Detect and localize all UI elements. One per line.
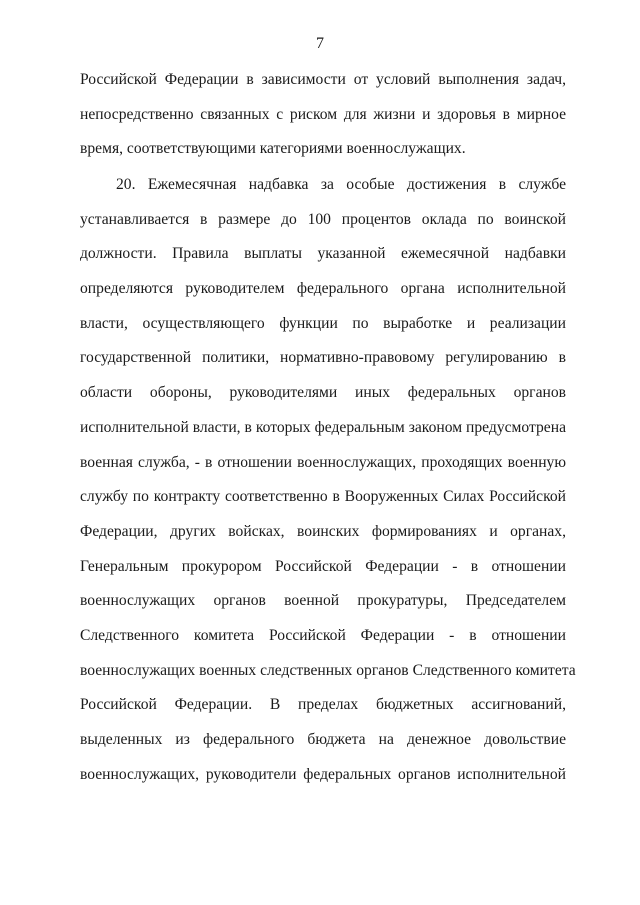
text-line: военнослужащих, руководители федеральных органов исполнительной	[80, 765, 566, 783]
text-line: власти, осуществляющего функции по выработке и реализации	[80, 314, 566, 332]
text-line: государственной политики, нормативно-правовому регулированию в	[80, 349, 566, 367]
text-line: определяются руководителем федерального органа исполнительной	[80, 280, 566, 298]
text-line: области обороны, руководителями иных федеральных органов	[80, 384, 566, 402]
text-line: должности. Правила выплаты указанной ежемесячной надбавки	[80, 245, 566, 263]
text-line: время, соответствующими категориями военнослужащих.	[80, 140, 466, 158]
page-number: 7	[316, 35, 324, 52]
text-line: Российской Федерации в зависимости от условий выполнения задач,	[80, 71, 566, 88]
text-line: военнослужащих органов военной прокуратуры, Председателем	[80, 592, 566, 610]
text-line: военная служба, - в отношении военнослужащих, проходящих военную	[80, 453, 566, 471]
text-line: Следственного комитета Российской Федерации - в отношении	[80, 626, 566, 644]
text-line: Российской Федерации. В пределах бюджетных ассигнований,	[80, 696, 566, 714]
text-line: устанавливается в размере до 100 процентов оклада по воинской	[80, 210, 566, 228]
paragraph-item-20	[80, 175, 576, 799]
text-line: Федерации, других войсках, воинских формированиях и органах,	[80, 522, 566, 540]
text-line: военнослужащих военных следственных органов Следственного комитета	[80, 661, 576, 679]
text-line: 20. Ежемесячная надбавка за особые достижения в службе	[116, 176, 566, 193]
text-line: службу по контракту соответственно в Вооруженных Силах Российской	[80, 488, 566, 506]
text-line: Генеральным прокурором Российской Федерации - в отношении	[80, 557, 566, 575]
text-line: выделенных из федерального бюджета на денежное довольствие	[80, 731, 566, 748]
paragraph-continuation	[80, 70, 566, 174]
text-line: исполнительной власти, в которых федеральным законом предусмотрена	[80, 418, 566, 436]
text-line: непосредственно связанных с риском для жизни и здоровья в мирное	[80, 105, 566, 123]
